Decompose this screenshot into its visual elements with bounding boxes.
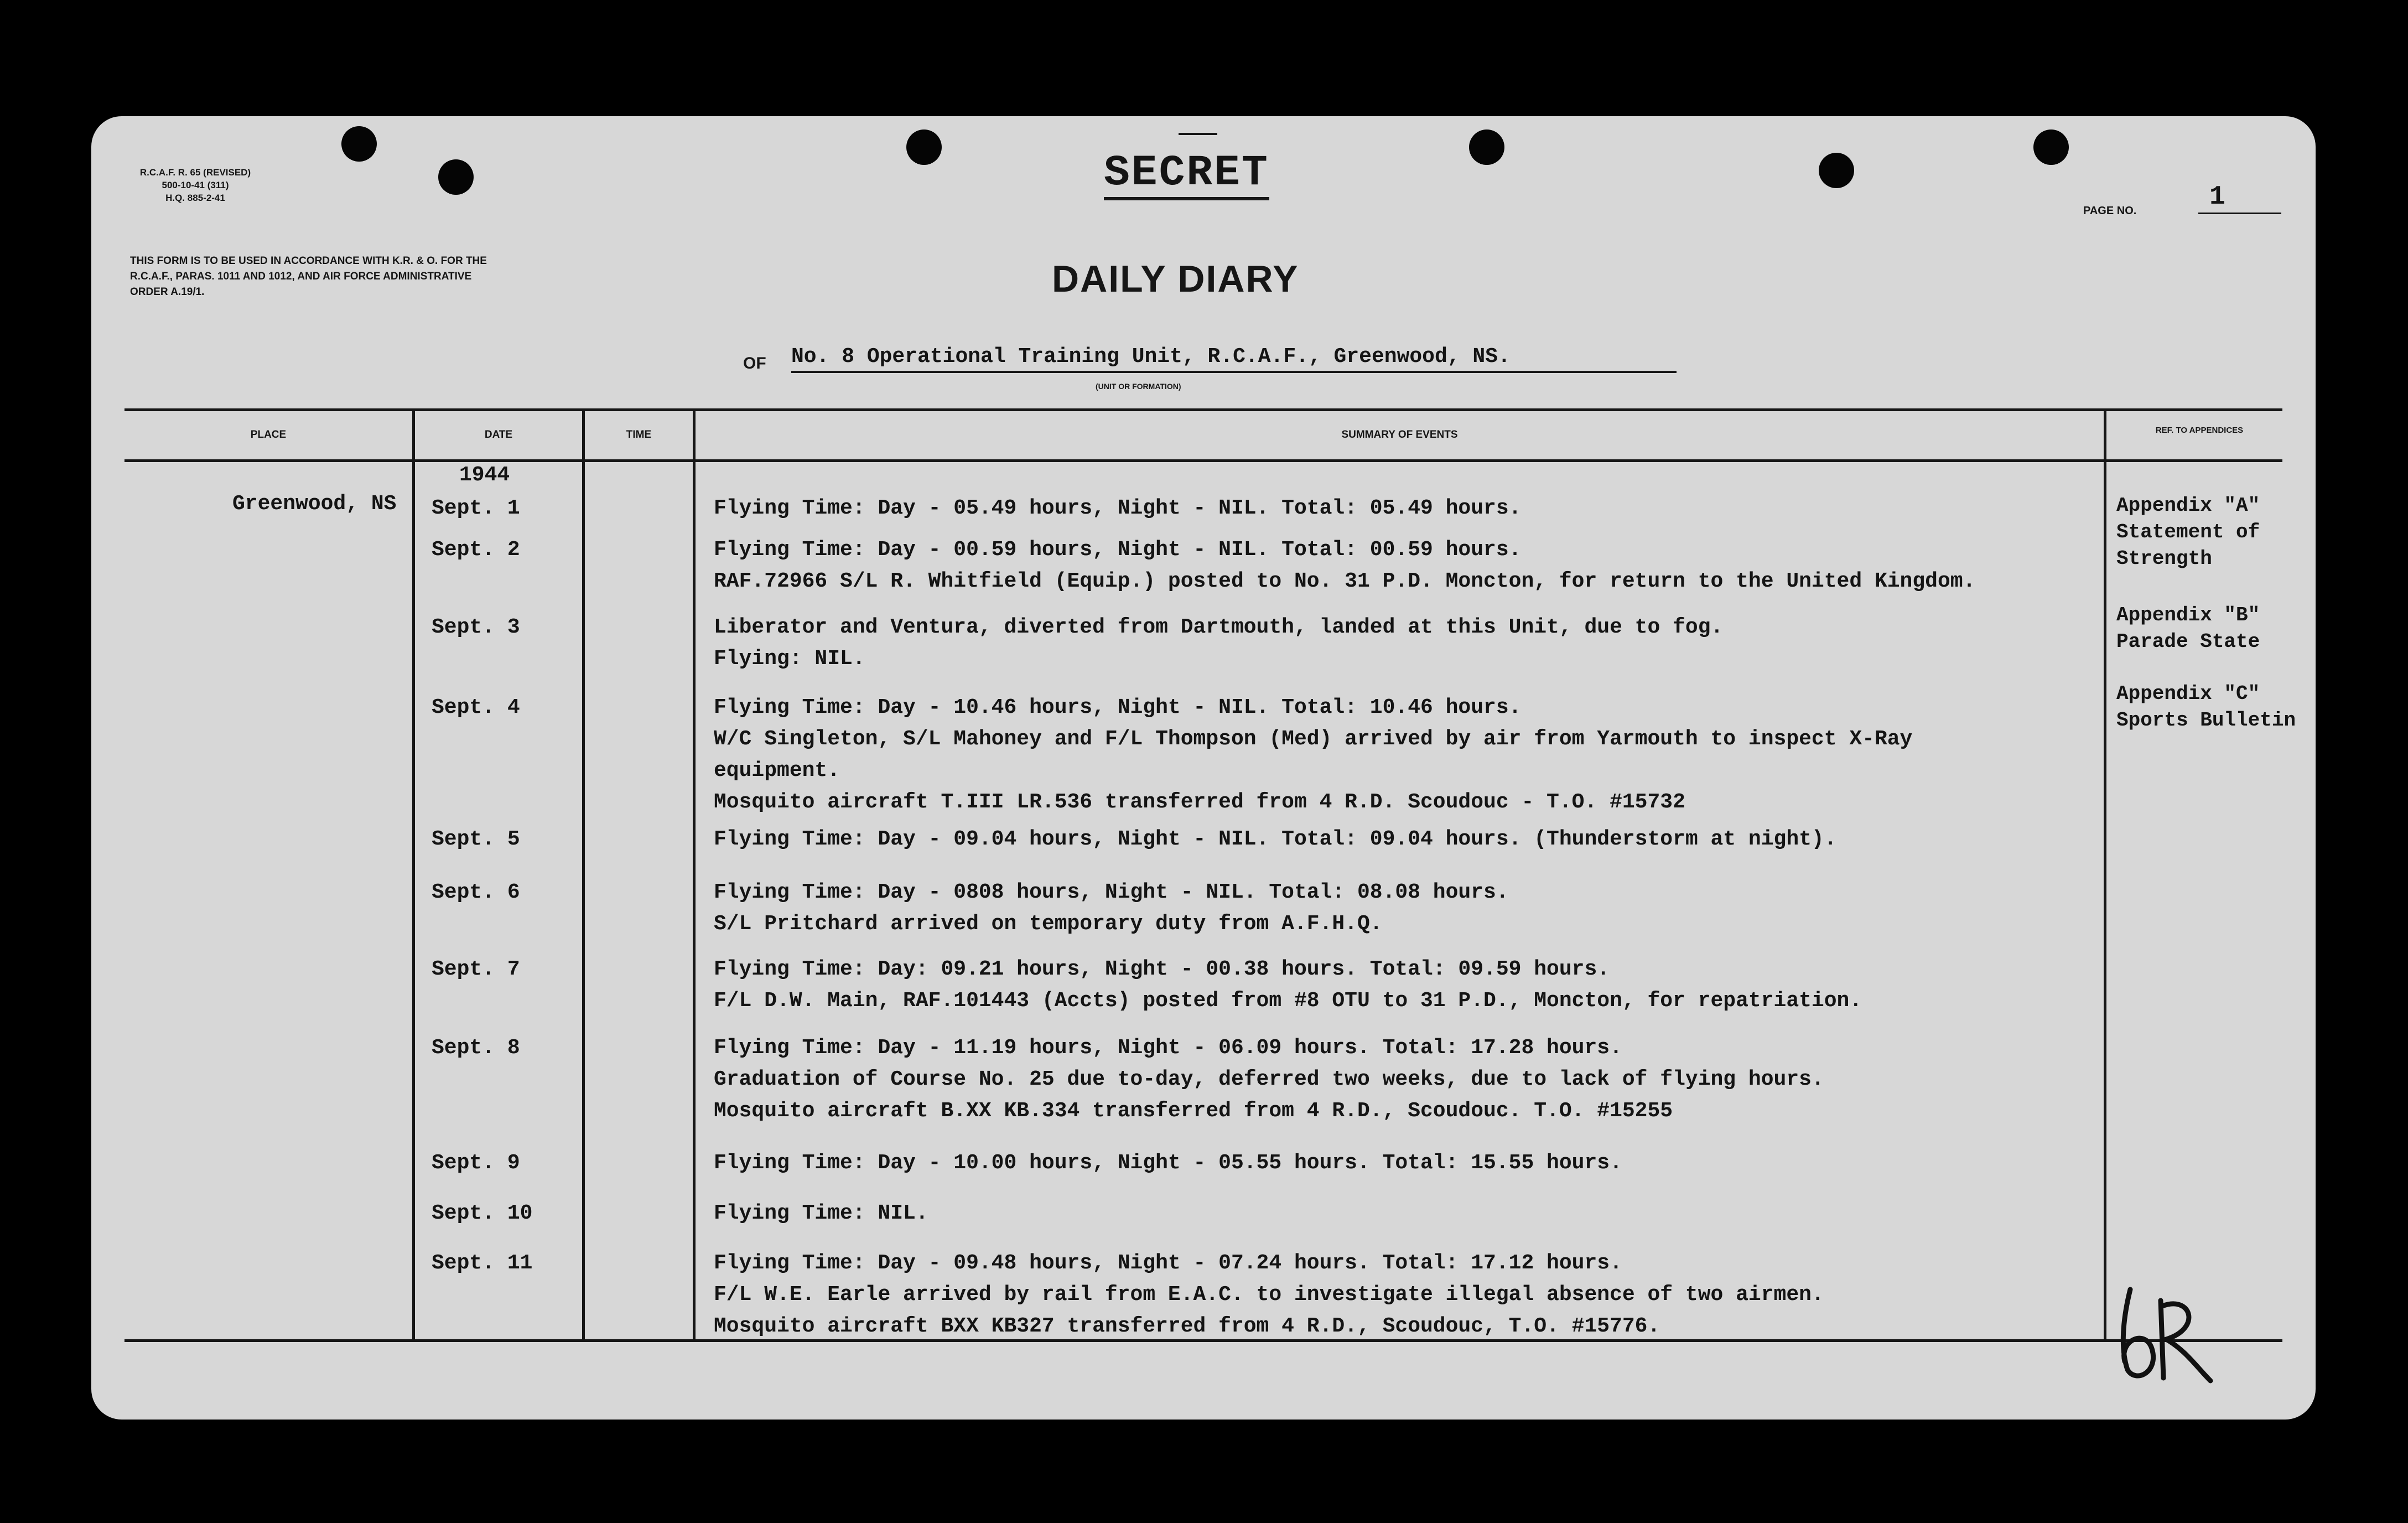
appendix-text: Sports Bulletin [2116, 709, 2296, 732]
punch-hole [1819, 153, 1854, 188]
entry-summary-line: Flying Time: Day: 09.21 hours, Night - 00.38 hours. Total: 09.59 hours. [714, 957, 1610, 981]
form-number-line: R.C.A.F. R. 65 (REVISED) [139, 167, 251, 178]
entry-date: Sept. 4 [432, 696, 520, 719]
form-number-block [134, 166, 256, 204]
handwritten-initials [2108, 1278, 2219, 1389]
entry-summary-line: Flying: NIL. [714, 647, 865, 671]
punch-hole [438, 159, 474, 195]
entry-summary-line: Mosquito aircraft B.XX KB.334 transferred from 4 R.D., Scoudouc. T.O. #15255 [714, 1099, 1673, 1123]
entry-date: Sept. 8 [432, 1036, 520, 1060]
appendix-item [2116, 493, 2316, 572]
entry-summary-line: Flying Time: NIL. [714, 1201, 928, 1225]
page-number [2198, 182, 2281, 214]
page-number-value: 1 [2209, 182, 2225, 212]
entry-summary-line: F/L D.W. Main, RAF.101443 (Accts) posted from #8 OTU to 31 P.D., Moncton, for repatriation. [714, 989, 1862, 1013]
header-rule-bottom [124, 459, 2282, 462]
appendix-item [2116, 681, 2316, 734]
entry-summary-line: Flying Time: Day - 05.49 hours, Night - NIL. Total: 05.49 hours. [714, 496, 1522, 520]
entry-summary-line: equipment. [714, 759, 840, 783]
punch-hole [341, 126, 377, 162]
appendix-text: Parade State [2116, 630, 2260, 653]
entry-date: Sept. 9 [432, 1151, 520, 1175]
header-rule-top [124, 408, 2282, 411]
entry-summary-line: RAF.72966 S/L R. Whitfield (Equip.) posted to No. 31 P.D. Moncton, for return to the United Kingdom. [714, 569, 1976, 593]
entry-date: Sept. 11 [432, 1251, 533, 1275]
page-number-label: PAGE NO. [2083, 205, 2137, 217]
entry-date: Sept. 7 [432, 957, 520, 981]
entry-summary-line: Liberator and Ventura, diverted from Dartmouth, landed at this Unit, due to fog. [714, 615, 1724, 639]
column-header-summary: SUMMARY OF EVENTS [1341, 429, 1458, 441]
entry-summary-line: W/C Singleton, S/L Mahoney and F/L Thompson (Med) arrived by air from Yarmouth to inspect X-Ray [714, 727, 1913, 751]
column-header-time: TIME [626, 429, 652, 441]
appendix-label: Appendix "A" [2116, 494, 2260, 517]
entry-summary-line: Flying Time: Day - 09.48 hours, Night - 07.24 hours. Total: 17.12 hours. [714, 1251, 1622, 1275]
form-usage-note: THIS FORM IS TO BE USED IN ACCORDANCE WITH K.R. & O. FOR THE R.C.A.F., PARAS. 1011 AND 1012, AND AIR FORCE ADMINISTRATIVE ORDER A.19/1. [130, 255, 487, 298]
unit-name: No. 8 Operational Training Unit, R.C.A.F., Greenwood, NS. [791, 343, 1677, 373]
classification-heading: SECRET [1104, 149, 1269, 200]
entry-summary-line: Flying Time: Day - 10.46 hours, Night - NIL. Total: 10.46 hours. [714, 696, 1522, 719]
entry-summary-line: Flying Time: Day - 00.59 hours, Night - NIL. Total: 00.59 hours. [714, 538, 1522, 562]
appendix-item [2116, 602, 2316, 655]
entry-summary-line: Flying Time: Day - 10.00 hours, Night - 05.55 hours. Total: 15.55 hours. [714, 1151, 1622, 1175]
column-divider [693, 408, 696, 1342]
appendix-text: Statement of Strength [2116, 521, 2260, 570]
top-arrow-mark [1179, 133, 1217, 135]
column-divider [412, 408, 415, 1342]
column-header-date: DATE [484, 429, 513, 441]
entry-summary-line: Flying Time: Day - 09.04 hours, Night - NIL. Total: 09.04 hours. (Thunderstorm at night). [714, 827, 1837, 851]
unit-of-label: OF [743, 354, 766, 372]
entry-summary-line: F/L W.E. Earle arrived by rail from E.A.C. to investigate illegal absence of two airmen. [714, 1283, 1824, 1307]
entry-date: Sept. 5 [432, 827, 520, 851]
entry-summary-line: Flying Time: Day - 0808 hours, Night - NIL. Total: 08.08 hours. [714, 880, 1509, 904]
diary-year: 1944 [459, 463, 510, 487]
column-divider [582, 408, 585, 1342]
appendix-label: Appendix "C" [2116, 682, 2260, 705]
punch-hole [1469, 129, 1504, 165]
entry-date: Sept. 1 [432, 496, 520, 520]
appendix-label: Appendix "B" [2116, 604, 2260, 626]
entry-date: Sept. 2 [432, 538, 520, 562]
diary-card [91, 116, 2316, 1420]
entry-date: Sept. 6 [432, 880, 520, 904]
diary-place: Greenwood, NS [232, 492, 397, 516]
unit-caption: (UNIT OR FORMATION) [1096, 382, 1181, 391]
entry-summary-line: S/L Pritchard arrived on temporary duty from A.F.H.Q. [714, 912, 1383, 936]
entry-date: Sept. 3 [432, 615, 520, 639]
column-header-appendices: REF. TO APPENDICES [2155, 426, 2244, 435]
punch-hole [906, 129, 942, 165]
form-number-line: 500-10-41 (311) [162, 180, 229, 190]
entry-summary-line: Mosquito aircraft T.III LR.536 transferred from 4 R.D. Scoudouc - T.O. #15732 [714, 790, 1685, 814]
column-header-place: PLACE [250, 429, 287, 441]
column-divider [2104, 408, 2106, 1342]
entry-summary-line: Mosquito aircraft BXX KB327 transferred from 4 R.D., Scoudouc, T.O. #15776. [714, 1314, 1660, 1338]
entry-summary-line: Flying Time: Day - 11.19 hours, Night - 06.09 hours. Total: 17.28 hours. [714, 1036, 1622, 1060]
page-title: DAILY DIARY [1052, 258, 1299, 300]
entry-date: Sept. 10 [432, 1201, 533, 1225]
entry-summary-line: Graduation of Course No. 25 due to-day, deferred two weeks, due to lack of flying hours. [714, 1068, 1824, 1091]
form-number-line: H.Q. 885-2-41 [165, 193, 225, 203]
punch-hole [2033, 129, 2069, 165]
